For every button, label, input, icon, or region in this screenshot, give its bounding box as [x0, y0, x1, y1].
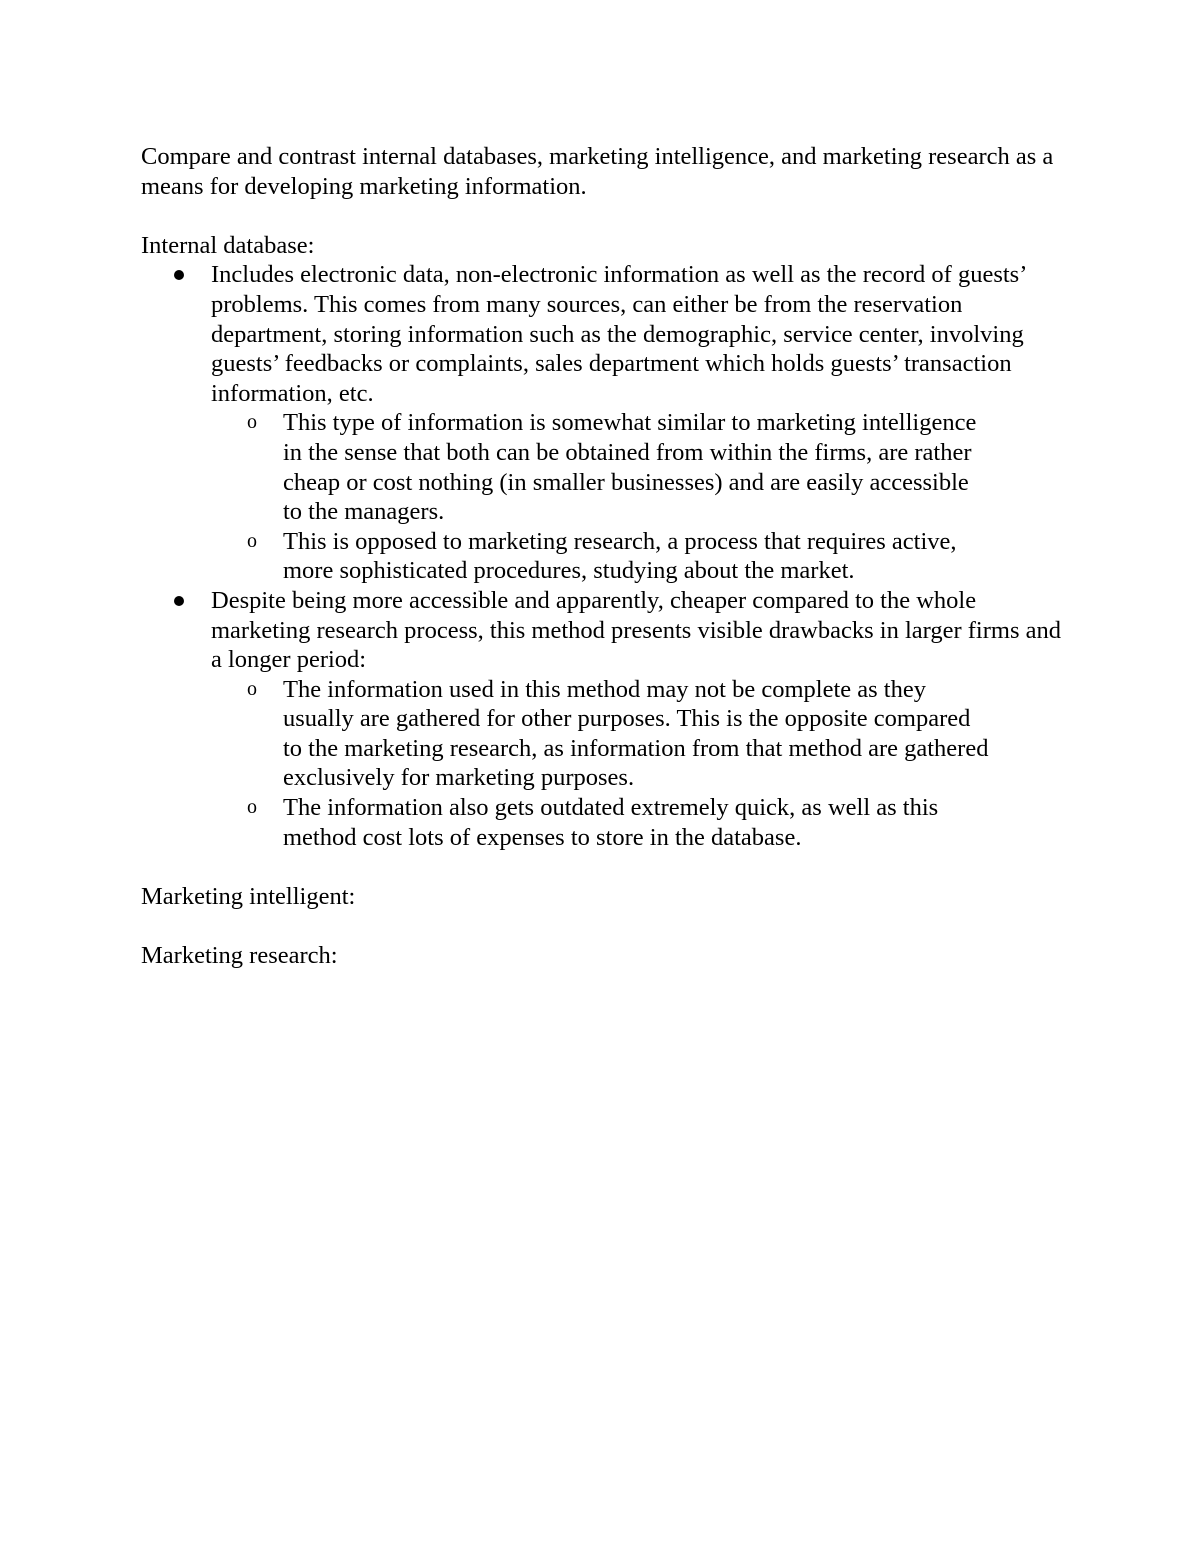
bullet-icon — [174, 270, 184, 280]
blank-line — [141, 911, 1061, 941]
blank-line — [141, 852, 1061, 882]
sub-list-item-text: The information used in this method may not be complete as they usually are gathered for other purposes. This is the opposite compared to the marketing research, as information from that method are gathered exclusively for marketing purposes. — [283, 675, 989, 792]
circle-bullet-icon: o — [247, 796, 257, 819]
sub-list-item — [211, 793, 989, 852]
sub-list-item — [211, 527, 989, 586]
circle-bullet-icon: o — [247, 411, 257, 434]
question-text: Compare and contrast internal databases, marketing intelligence, and marketing research as a means for developing marketing information. — [141, 143, 1054, 200]
sub-list-item — [211, 675, 989, 793]
heading-marketing-intelligent: Marketing intelligent: — [141, 882, 356, 910]
sub-list — [211, 408, 1061, 586]
internal-database-list — [141, 260, 1061, 852]
circle-bullet-icon: o — [247, 529, 257, 552]
blank-line — [141, 201, 1061, 231]
heading-internal-database: Internal database: — [141, 231, 315, 259]
list-item-text: Includes electronic data, non-electronic information as well as the record of guests’ problems. This comes from many sources, can either be from the reservation department, storing information such as the demographic, service center, involving guests’ feedbacks or complaints, sales department which holds guests’ transaction information, etc. — [211, 261, 1026, 407]
list-item-text: Despite being more accessible and apparently, cheaper compared to the whole marketing research process, this method presents visible drawbacks in larger firms and a longer period: — [211, 586, 1061, 674]
circle-bullet-icon: o — [247, 677, 257, 700]
heading-marketing-research: Marketing research: — [141, 942, 338, 970]
sub-list — [211, 675, 1061, 853]
sub-list-item — [211, 408, 989, 526]
bullet-icon — [174, 596, 184, 606]
sub-list-item-text: This type of information is somewhat similar to marketing intelligence in the sense that both can be obtained from within the firms, are rather cheap or cost nothing (in smaller businesses) and are easily accessible to the managers. — [283, 409, 977, 526]
document-body — [141, 142, 1061, 971]
sub-list-item-text: The information also gets outdated extremely quick, as well as this method cost lots of expenses to store in the database. — [283, 794, 939, 851]
list-item — [141, 586, 1061, 852]
sub-list-item-text: This is opposed to marketing research, a process that requires active, more sophisticated procedures, studying about the market. — [283, 527, 957, 585]
list-item — [141, 260, 1061, 586]
